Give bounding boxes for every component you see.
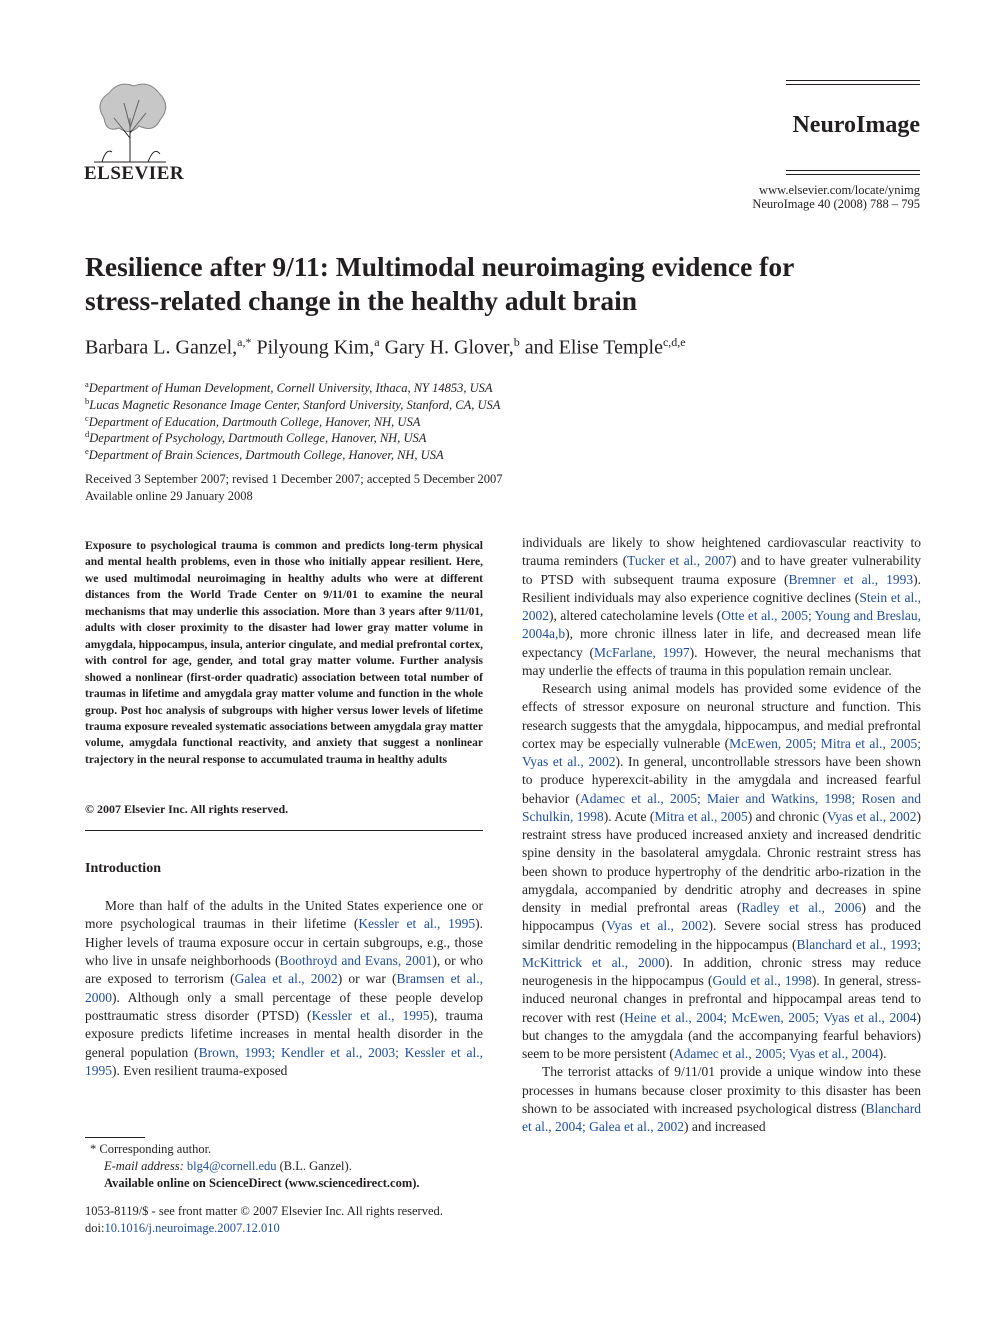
author-name: and Elise Temple <box>519 336 663 359</box>
author-list <box>85 335 686 360</box>
body-text: individuals are likely to show heightened cardiovascular reactivity to trauma reminders ( <box>522 535 921 569</box>
citation-link[interactable]: Tucker et al., 2007 <box>627 553 732 569</box>
citation-link[interactable]: Vyas et al., 2002 <box>606 918 709 934</box>
body-text: ). Although only a small percentage of these people develop posttraumatic stress disorder (PTSD) ( <box>85 989 483 1024</box>
body-text: ) restraint stress have produced increased anxiety and increased dendritic spine density in the basolateral amygdala. Chronic restraint stress has been shown to produce hypertrophy of the dendritic arbo-rization in the amygdala, accompanied by dendritic atrophy and decreases in spine density in medial prefrontal areas ( <box>522 808 921 915</box>
citation-link[interactable]: Blanchard et al., 1993; McKittrick et al., 2000 <box>522 936 921 970</box>
body-text: ) and chronic ( <box>747 808 827 824</box>
affiliation-sup: d <box>85 429 90 439</box>
body-text: ), trauma exposure predicts lifetime increases in mental health disorder in the general population ( <box>85 1008 483 1060</box>
citation-link[interactable]: Heine et al., 2004; McEwen, 2005; Vyas et al., 2004 <box>624 1009 917 1025</box>
sciencedirect-note: Available online on ScienceDirect (www.sciencedirect.com). <box>104 1176 420 1190</box>
citation-link[interactable]: Galea et al., 2002 <box>234 971 338 987</box>
footnote-rule <box>85 1137 145 1138</box>
citation-link[interactable]: Kessler et al., 1995 <box>358 916 476 932</box>
citation-link[interactable]: Gould et al., 1998 <box>712 973 812 988</box>
body-paragraph <box>522 1063 921 1136</box>
body-text: The terrorist attacks of 9/11/01 provide a unique window into these processes in humans because closer proximity to this disaster has been shown to be associated with increased psychological distress ( <box>522 1064 921 1116</box>
citation-link[interactable]: Vyas et al., 2002 <box>826 808 917 824</box>
doi-link[interactable]: 10.1016/j.neuroimage.2007.12.010 <box>104 1221 280 1235</box>
affiliation-sup: b <box>85 396 90 406</box>
affiliation-text: Department of Brain Sciences, Dartmouth College, Hanover, NH, USA <box>88 448 444 463</box>
affiliation <box>85 396 500 413</box>
journal-rule-top <box>786 80 920 81</box>
journal-rule-bottom-thin <box>786 170 920 171</box>
email-note <box>104 1159 352 1174</box>
affiliation-sup: c <box>85 413 89 423</box>
intro-paragraph <box>85 897 483 1080</box>
body-paragraph <box>522 534 921 680</box>
body-text: ). Severe social stress has produced similar dendritic remodeling in the hippocampus ( <box>522 918 921 952</box>
body-text: ), altered catecholamine levels ( <box>549 608 722 623</box>
citation-link[interactable]: Kessler et al., 1995 <box>311 1008 430 1024</box>
body-text: ). Even resilient trauma-exposed <box>112 1063 288 1079</box>
citation-link[interactable]: Stein et al., 2002 <box>522 589 921 623</box>
doi-line <box>85 1221 280 1236</box>
journal-url[interactable]: www.elsevier.com/locate/ynimg <box>759 183 920 197</box>
citation-link[interactable]: Radley et al., 2006 <box>741 900 862 915</box>
citation-link[interactable]: McEwen, 2005; Mitra et al., 2005; Vyas et al., 2002 <box>522 735 921 769</box>
body-text: ) but changes to the amygdala (and the accompanying fearful behaviors) seem to be more persistent ( <box>522 1009 921 1061</box>
email-suffix: (B.L. Ganzel). <box>276 1159 352 1173</box>
body-text: ). In general, stress-induced neuronal changes in prefrontal and hippocampal areas tend to recover with rest ( <box>522 973 921 1025</box>
article-title <box>85 250 885 318</box>
journal-rule-bottom <box>786 174 920 175</box>
author-sup: b <box>513 335 520 349</box>
right-column <box>522 534 921 1136</box>
email-label: E-mail address: <box>104 1159 184 1173</box>
copyright: © 2007 Elsevier Inc. All rights reserved. <box>85 802 289 816</box>
citation-link[interactable]: Adamec et al., 2005; Maier and Watkins, 1998; Rosen and Schulkin, 1998 <box>522 790 921 824</box>
publisher-name: ELSEVIER <box>84 163 185 184</box>
body-text: ). In addition, chronic stress may reduce neurogenesis in the hippocampus ( <box>522 954 921 988</box>
citation-link[interactable]: Bremner et al., 1993 <box>788 571 914 587</box>
body-text: ) or war ( <box>337 971 397 987</box>
affiliation <box>85 429 426 446</box>
body-text: ), or who are exposed to terrorism ( <box>85 953 483 987</box>
affiliation <box>85 446 444 463</box>
author-name: Gary H. Glover, <box>379 336 514 359</box>
email-link[interactable]: blg4@cornell.edu <box>186 1159 277 1173</box>
body-text: ), more chronic illness later in life, and decreased mean life expectancy ( <box>522 626 921 660</box>
author-sup: a <box>374 335 380 349</box>
author-sup: c,d,e <box>662 335 686 349</box>
corresponding-author-note: * Corresponding author. <box>90 1142 212 1156</box>
affiliation-sup: e <box>85 446 89 456</box>
body-text: ). Resilient individuals may also experience cognitive declines ( <box>522 571 922 605</box>
body-text: ). However, the neural mechanisms that may underlie the effects of trauma in this population remain unclear. <box>522 644 921 678</box>
author-name: Barbara L. Ganzel, <box>85 336 238 359</box>
body-paragraph <box>522 680 921 1063</box>
author-sup: a,* <box>237 335 252 349</box>
journal-citation: NeuroImage 40 (2008) 788 – 795 <box>752 197 920 211</box>
affiliation-text: Department of Psychology, Dartmouth College, Hanover, NH, USA <box>89 431 427 446</box>
body-text: ) and increased <box>683 1119 766 1134</box>
citation-link[interactable]: McFarlane, 1997 <box>594 644 690 660</box>
received-dates: Received 3 September 2007; revised 1 December 2007; accepted 5 December 2007 <box>85 472 503 486</box>
citation-link[interactable]: Mitra et al., 2005 <box>654 808 748 824</box>
citation-link[interactable]: Adamec et al., 2005; Vyas et al., 2004 <box>673 1046 879 1061</box>
section-heading: Introduction <box>85 861 161 876</box>
doi-label: doi: <box>85 1221 105 1235</box>
citation-link[interactable]: Brown, 1993; Kendler et al., 2003; Kessler et al., 1995 <box>85 1044 483 1079</box>
body-text: ). <box>878 1046 887 1061</box>
title-line-2: stress-related change in the healthy adult brain <box>85 285 638 316</box>
abstract: Exposure to psychological trauma is common and predicts long-term physical and mental health problems, even in those who initially appear resilient. Here, we used multimodal neuroimaging in healthy adults who were at different distances from the World Trade Center on 9/11/01 to examine the neural mechanisms that may underlie this association. More than 3 years after 9/11/01, adults with closer proximity to the disaster had lower gray matter volume in amygdala, hippocampus, insula, anterior cingulate, and medial prefrontal cortex, with control for age, gender, and total gray matter volume. Further analysis showed a nonlinear (first-order quadratic) association between total number of traumas in lifetime and amygdala gray matter volume and function in the whole group. Post hoc analysis of subgroups with higher versus lower levels of lifetime trauma exposure revealed systematic associations between amygdala gray matter volume, amygdala functional reactivity, and anxiety that suggest a nonlinear trajectory in the neural response to accumulated trauma in healthy adults <box>85 540 483 766</box>
online-date: Available online 29 January 2008 <box>85 489 253 503</box>
affiliation <box>85 379 493 396</box>
affiliation-text: Lucas Magnetic Resonance Image Center, Stanford University, Stanford, CA, USA <box>89 398 501 413</box>
journal-rule-top-thin <box>786 84 920 85</box>
journal-name: NeuroImage <box>792 112 920 138</box>
affiliation-sup: a <box>85 379 89 389</box>
body-text: ). Acute ( <box>603 808 655 824</box>
body-text: Research using animal models has provided some evidence of the effects of stressor exposure on neuronal structure and function. This research suggests that the amygdala, hippocampus, and medial prefrontal cortex may be especially vulnerable ( <box>522 681 921 751</box>
body-text: ). Higher levels of trauma exposure occur in certain subgroups, e.g., those who live in unsafe neighborhoods ( <box>85 916 483 969</box>
issn-line: 1053-8119/$ - see front matter © 2007 Elsevier Inc. All rights reserved. <box>85 1204 443 1218</box>
abstract-rule <box>85 830 483 831</box>
body-text: ) and to have greater vulnerability to PTSD with subsequent trauma exposure ( <box>522 553 921 587</box>
body-text: ). In general, uncontrollable stressors have been shown to produce hyperexcit-ability in the amygdala and increased fearful behavior ( <box>522 754 921 806</box>
author-name: Pilyoung Kim, <box>251 336 375 359</box>
body-text: More than half of the adults in the United States experience one or more psychological traumas in their lifetime ( <box>85 898 483 932</box>
citation-link[interactable]: Boothroyd and Evans, 2001 <box>279 953 433 969</box>
body-text: ) and the hippocampus ( <box>522 900 921 934</box>
title-line-1: Resilience after 9/11: Multimodal neuroimaging evidence for <box>85 251 795 282</box>
affiliation-text: Department of Human Development, Cornell University, Ithaca, NY 14853, USA <box>88 381 493 396</box>
affiliation <box>85 413 420 430</box>
affiliation-text: Department of Education, Dartmouth College, Hanover, NH, USA <box>88 415 421 430</box>
citation-link[interactable]: Bramsen et al., 2000 <box>85 971 483 1005</box>
citation-link[interactable]: Blanchard et al., 2004; Galea et al., 2002 <box>522 1100 921 1134</box>
citation-link[interactable]: Otte et al., 2005; Young and Breslau, 2004a,b <box>522 608 921 642</box>
